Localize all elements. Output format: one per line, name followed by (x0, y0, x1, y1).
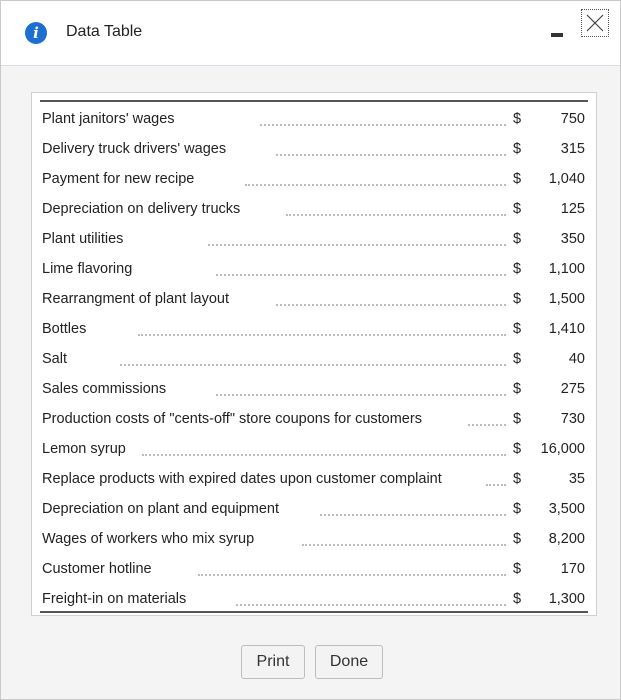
row-amount: 35 (568, 471, 585, 487)
row-amount: 170 (560, 561, 585, 577)
dot-leader (468, 424, 506, 426)
currency-symbol: $ (513, 411, 522, 427)
table-row (40, 136, 590, 166)
print-button[interactable]: Print (241, 645, 305, 679)
dialog-content (1, 66, 620, 699)
currency-symbol: $ (513, 201, 522, 217)
dot-leader (236, 604, 506, 606)
dot-leader (216, 274, 506, 276)
row-label: Plant utilities (42, 231, 124, 247)
table-top-rule (40, 100, 588, 102)
row-label: Production costs of "cents-off" store coupons for customers (42, 411, 422, 427)
currency-symbol: $ (513, 471, 522, 487)
row-amount: 350 (560, 231, 585, 247)
title-bar (1, 1, 620, 66)
row-label: Depreciation on delivery trucks (42, 201, 241, 217)
row-label: Delivery truck drivers' wages (42, 141, 227, 157)
currency-symbol: $ (513, 231, 522, 247)
table-row (40, 526, 590, 556)
row-amount: 1,100 (548, 261, 585, 277)
row-amount: 275 (560, 381, 585, 397)
dot-leader (320, 514, 506, 516)
currency-symbol: $ (513, 291, 522, 307)
dot-leader (245, 184, 506, 186)
row-amount: 16,000 (540, 441, 585, 457)
currency-symbol: $ (513, 591, 522, 607)
row-label: Lemon syrup (42, 441, 126, 457)
currency-symbol: $ (513, 141, 522, 157)
table-row (40, 376, 590, 406)
dot-leader (286, 214, 506, 216)
row-label: Plant janitors' wages (42, 111, 175, 127)
data-table (31, 92, 597, 616)
row-label: Freight-in on materials (42, 591, 187, 607)
currency-symbol: $ (513, 441, 522, 457)
minimize-icon[interactable] (546, 23, 570, 47)
table-row (40, 196, 590, 226)
row-amount: 125 (560, 201, 585, 217)
row-amount: 730 (560, 411, 585, 427)
table-row (40, 256, 590, 286)
currency-symbol: $ (513, 501, 522, 517)
dot-leader (208, 244, 506, 246)
dot-leader (260, 124, 506, 126)
currency-symbol: $ (513, 381, 522, 397)
table-bottom-rule (40, 611, 588, 613)
dot-leader (216, 394, 506, 396)
row-amount: 1,040 (548, 171, 585, 187)
dot-leader (198, 574, 506, 576)
row-amount: 8,200 (548, 531, 585, 547)
close-icon[interactable] (581, 9, 609, 37)
currency-symbol: $ (513, 561, 522, 577)
row-label: Replace products with expired dates upon customer complaint (42, 471, 442, 487)
table-row (40, 226, 590, 256)
row-label: Bottles (42, 321, 87, 337)
row-amount: 1,500 (548, 291, 585, 307)
currency-symbol: $ (513, 321, 522, 337)
dot-leader (138, 334, 506, 336)
row-amount: 3,500 (548, 501, 585, 517)
row-label: Sales commissions (42, 381, 167, 397)
row-amount: 1,410 (548, 321, 585, 337)
row-label: Rearrangment of plant layout (42, 291, 229, 307)
done-button[interactable]: Done (315, 645, 383, 679)
dot-leader (142, 454, 506, 456)
table-row (40, 106, 590, 136)
currency-symbol: $ (513, 531, 522, 547)
table-row (40, 436, 590, 466)
row-label: Salt (42, 351, 67, 367)
currency-symbol: $ (513, 171, 522, 187)
table-row (40, 556, 590, 586)
currency-symbol: $ (513, 261, 522, 277)
row-label: Customer hotline (42, 561, 152, 577)
table-row (40, 496, 590, 526)
dialog-title: Data Table (66, 23, 143, 40)
table-row (40, 346, 590, 376)
row-amount: 40 (568, 351, 585, 367)
row-label: Wages of workers who mix syrup (42, 531, 255, 547)
table-row (40, 316, 590, 346)
row-label: Payment for new recipe (42, 171, 195, 187)
currency-symbol: $ (513, 351, 522, 367)
row-amount: 1,300 (548, 591, 585, 607)
row-amount: 750 (560, 111, 585, 127)
row-label: Depreciation on plant and equipment (42, 501, 279, 517)
table-row (40, 466, 590, 496)
dot-leader (276, 154, 506, 156)
table-row (40, 406, 590, 436)
dot-leader (276, 304, 506, 306)
row-label: Lime flavoring (42, 261, 133, 277)
table-row (40, 286, 590, 316)
row-amount: 315 (560, 141, 585, 157)
currency-symbol: $ (513, 111, 522, 127)
table-row (40, 166, 590, 196)
info-icon: i (25, 22, 47, 44)
dot-leader (120, 364, 506, 366)
dot-leader (486, 484, 506, 486)
dot-leader (302, 544, 506, 546)
